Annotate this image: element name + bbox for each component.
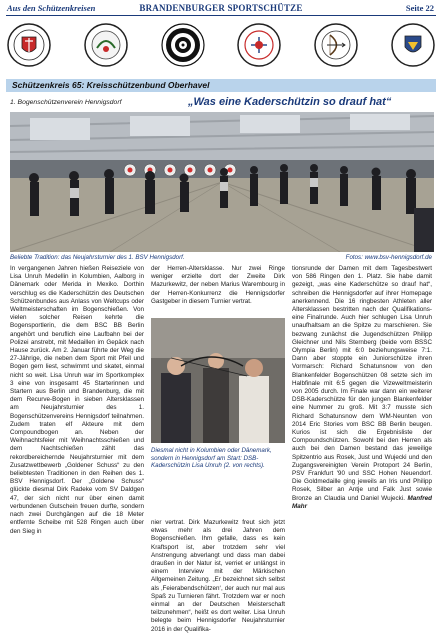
magazine-title: BRANDENBURGER SPORTSCHÜTZE: [139, 3, 303, 13]
club-subhead: 1. Bogenschützenverein Hennigsdorf: [10, 99, 122, 106]
bogensport-logo-icon: [313, 22, 359, 68]
archers-photo: [151, 318, 285, 443]
district-title: Schützenkreis 65: Kreisschützenbund Oberhavel: [12, 80, 210, 90]
club-crest-1-icon: [6, 22, 52, 68]
article-headline: „Was eine Kaderschützin so drauf hat“: [188, 96, 392, 108]
photo2-caption: Diesmal nicht in Kolumbien oder Dänemark, sondern in Hennigsdorf am Start: DSB-Kaderschützin Lisa Unruh (2. von rechts).: [151, 447, 272, 470]
page-number: Seite 22: [405, 3, 434, 13]
author-signature: Manfred Mahr: [292, 494, 433, 510]
photo-caption: Beliebte Tradition: das Neujahrsturnier des 1. BSV Hennigsdorf.: [10, 254, 185, 261]
archery-hall-photo: [10, 112, 434, 252]
target-logo-icon: [160, 22, 206, 68]
article-column-3: [292, 265, 432, 511]
section-label: Aus den Schützenkreisen: [7, 3, 96, 13]
logo-row: [6, 18, 436, 72]
article-column-3-text: tionsrunde der Damen mit dem Tagesbestwert von 586 Ringen den 1. Platz. Sie habe damit gezeigt, „was eine Kaderschütze so drauf hat“, schreiben die Hennigsdorfer auf ihrer Homepage anerkennend. Die 16 ringbesten Athleten aller Altersklassen bestritten nach der Qualifikations- eine Finalrunde. Auch hier schlugen Lisa Unruh unaufhaltsam an die Spitze zu marschieren. Sie bezwang zunächst die Jugendschützen Philipp Gleichner und Nils Sternberg (beide vom BSSC Olympia Berlin) mit 6:0 beziehungsweise 7:1. Dann aber stoppte ein Juniorschütze ihren Vormarsch: Richard Schatunsnow von den Blankenfelder Bogenschützen 08 setzte sich im Halbfinale mit 6:5 gegen die Vizeweltmeisterin von 2005 durch. Im Finale war dann ein weiterer DSB-Kaderschütze für den jungen Blankenfelder eine Nummer zu groß. Mit 3:7 musste sich Richard Schatunsnow dem WM-Neunten von 2014 Eric Stories vom BSC BB Berlin beugen. Kurios ist sich die Ergebnisliste der Compoundschützen. Sowohl bei den Herren als auch bei den Damen bestand das jeweilige Spitzentrio aus Rosek, Just und Wujecki und den Zugangsvereinigten Verein Protoport 24 Berlin, PSV Frankfurt '90 und SSC Hohen Neuendorf. Die Goldmedaille ging jeweils an Iris und Philipp Rosek, Silber an Antje und Falk Just sowie Bronze an Claudia und Daniel Wujecki.: [292, 265, 432, 502]
article-column-2-lower: nier vertrat. Dirk Mazurkewitz freut sich jetzt etwas mehr als drei Jahren dem Bogenschießen. Ihm gefalle, dass es kein Kraftsport ist, aber trotzdem sehr viel Anstrengung abverlangt und dass man dabei draußen in der Natur ist, verriet er unlängst in einem Interview mit der Märkischen Allgemeinen Zeitung. „Er bezeichnet sich selbst als ‚Feierabendschützen‘, der auch nur mal aus Spaß zu Turnieren fährt. Trotzdem war er noch einmal an der Deutschen Meisterschaft teilzunehmen“, heißt es dort weiter. Lisa Unruh belegte beim Hennigsdorfer Neujahrsturnier 2016 in der Qualifika-: [151, 519, 285, 633]
photo-credit: Fotos: www.bsv-hennigsdorf.de: [345, 254, 432, 261]
header-rule: [6, 15, 436, 16]
club-crest-6-icon: [390, 22, 436, 68]
article-column-1: In vergangenen Jahren hießen Reiseziele von Lisa Unruh Medellin in Kolumbien, Aalborg in Dänemark oder Merida in Mexiko. Dorthin verschlug es die Kaderschützin des Deutschen Schützenbundes aus Anlass von Weltcups oder Weltmeisterschaften im Bogenschießen. Von vielen solcher Reisen kehrte die Bogensportlerin, die dem BSC BB Berlin angehört und beruflich eine Laufbahn bei der Polizei anstrebt, mit Medaillen im Gepäck nach Hause zurück. Am 2. Januar führte der Weg die 27-Jährige, die neben dem Sport mit Pfeil und Bogen gern liest, schwimmt und skatet, einmal nicht so weit. Lisa Unruh war im Sportkomplex 3 eine von insgesamt 45 Starterinnen und Startern aus Berlin und Brandenburg, die mit dem Recurve-Bogen in sieben Altersklassen am Neujahrsturnier des 1. Bogenschützenvereins Hennigsdorf teilnahmen. Zudem traten elf Akteure mit dem Compoundbogen an. Neben der Weihnachtsfeier mit Weihnachtsschießen und dem Nachtschießen zählt das rekordbereichernde Neujahrsturnier mit dem Zusatzwettbewerb „Goldener Schuss“ zu den beliebtesten Traditionen in den Reihen des 1. BSV Hennigsdorf. Der „Goldene Schuss“ glückte diesmal Dirk Radeke vom SV Daldgen 47, der sich nicht nur über einen damit verbundenen Gutschein freuen durfte, sondern nach zwei Durchgängen auf die 18 Meter entfernte Scheibe mit 528 Ringen auch über den Sieg in: [10, 265, 144, 535]
kreisschuetzenbund-logo-icon: [236, 22, 282, 68]
club-crest-2-icon: [83, 22, 129, 68]
article-column-2: der Herren-Altersklasse. Nur zwei Ringe weniger erzielte dort der Zweite Dirk Mazurkewitz, der neben Marius Warembourg in der Herren-Konkurrenz die Hennigsdorfer Gastgeber in diesem Turnier vertrat.: [151, 265, 285, 305]
